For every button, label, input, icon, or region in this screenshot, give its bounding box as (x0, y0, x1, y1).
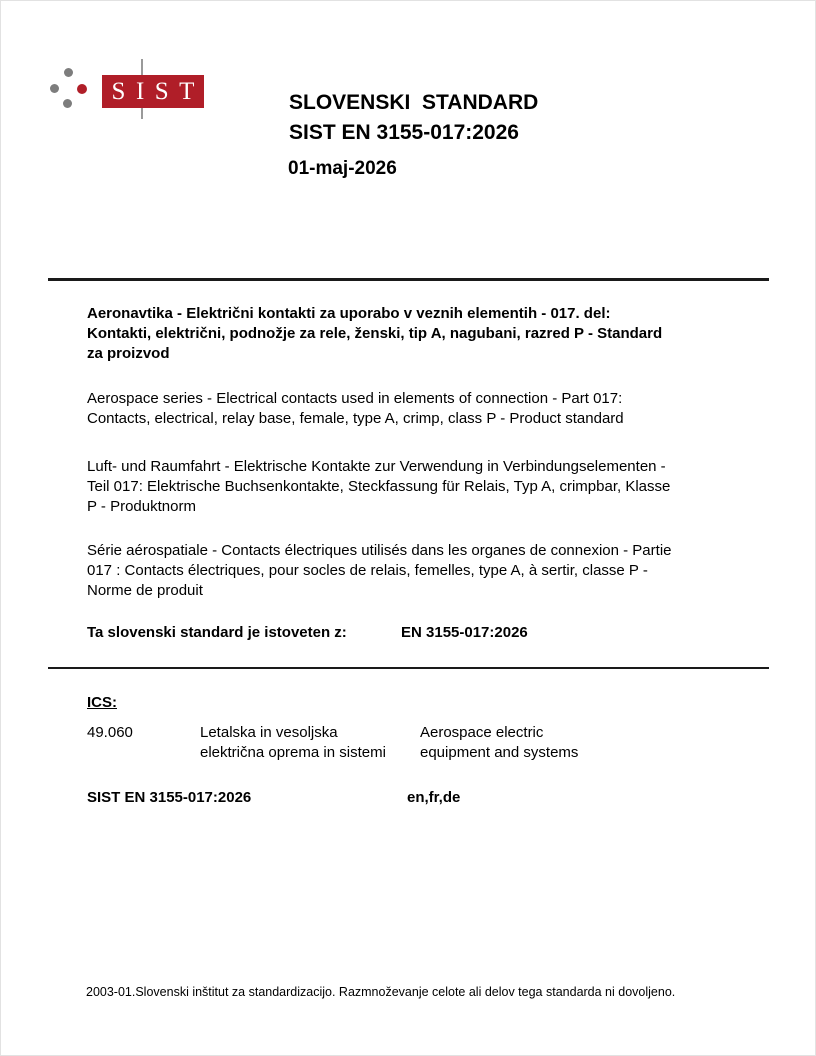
logo-dot-top (64, 68, 73, 77)
title-line: Kontakti, električni, podnožje za rele, ženski, tip A, nagubani, razred P - Standard (87, 325, 663, 342)
logo-dot-red (77, 84, 87, 94)
logo-dot-left (50, 84, 59, 93)
logo-box (102, 75, 204, 108)
header-standard-type: SLOVENSKI STANDARD (289, 91, 539, 114)
ics-description-line: equipment and systems (420, 744, 579, 761)
title-line: Série aérospatiale - Contacts électriques utilisés dans les organes de connexion - Partie (87, 542, 672, 559)
title-slovenian (87, 304, 662, 364)
equivalence-label: Ta slovenski standard je istoveten z: (87, 624, 347, 641)
copyright-footer: 2003-01.Slovenski inštitut za standardizacijo. Razmnoževanje celote ali delov tega standarda ni dovoljeno. (86, 985, 676, 999)
title-german (87, 457, 670, 517)
ics-description-line: Letalska in vesoljska (200, 724, 338, 741)
reference-languages: en,fr,de (407, 789, 461, 806)
title-line: Teil 017: Elektrische Buchsenkontakte, Steckfassung für Relais, Typ A, crimpbar, Klasse (87, 478, 671, 495)
horizontal-rule-bottom (48, 667, 769, 669)
header-date: 01-maj-2026 (288, 158, 397, 179)
ics-description-line: Aerospace electric (420, 724, 544, 741)
ics-code: 49.060 (87, 724, 133, 741)
title-english (87, 389, 624, 429)
ics-description-slovenian (200, 723, 386, 763)
title-line: Luft- und Raumfahrt - Elektrische Kontakte zur Verwendung in Verbindungselementen - (87, 458, 666, 475)
title-line: 017 : Contacts électriques, pour socles de relais, femelles, type A, à sertir, classe P - (87, 562, 648, 579)
header-standard-id: SIST EN 3155-017:2026 (289, 121, 519, 144)
title-line: Norme de produit (87, 582, 203, 599)
title-french (87, 541, 672, 601)
title-line: za proizvod (87, 345, 170, 362)
title-line: Contacts, electrical, relay base, female, type A, crimp, class P - Product standard (87, 410, 624, 427)
reference-standard-id: SIST EN 3155-017:2026 (87, 789, 252, 806)
ics-heading: ICS: (87, 694, 117, 711)
title-line: Aeronavtika - Električni kontakti za uporabo v veznih elementih - 017. del: (87, 305, 611, 322)
ics-description-line: električna oprema in sistemi (200, 744, 386, 761)
ics-description-english (420, 723, 578, 763)
sist-logo (46, 56, 226, 126)
horizontal-rule-top (48, 278, 769, 281)
equivalence-standard-id: EN 3155-017:2026 (401, 624, 528, 641)
logo-dot-bottom (63, 99, 72, 108)
title-line: Aerospace series - Electrical contacts used in elements of connection - Part 017: (87, 390, 623, 407)
logo-text: SIST (111, 78, 205, 105)
title-line: P - Produktnorm (87, 498, 196, 515)
